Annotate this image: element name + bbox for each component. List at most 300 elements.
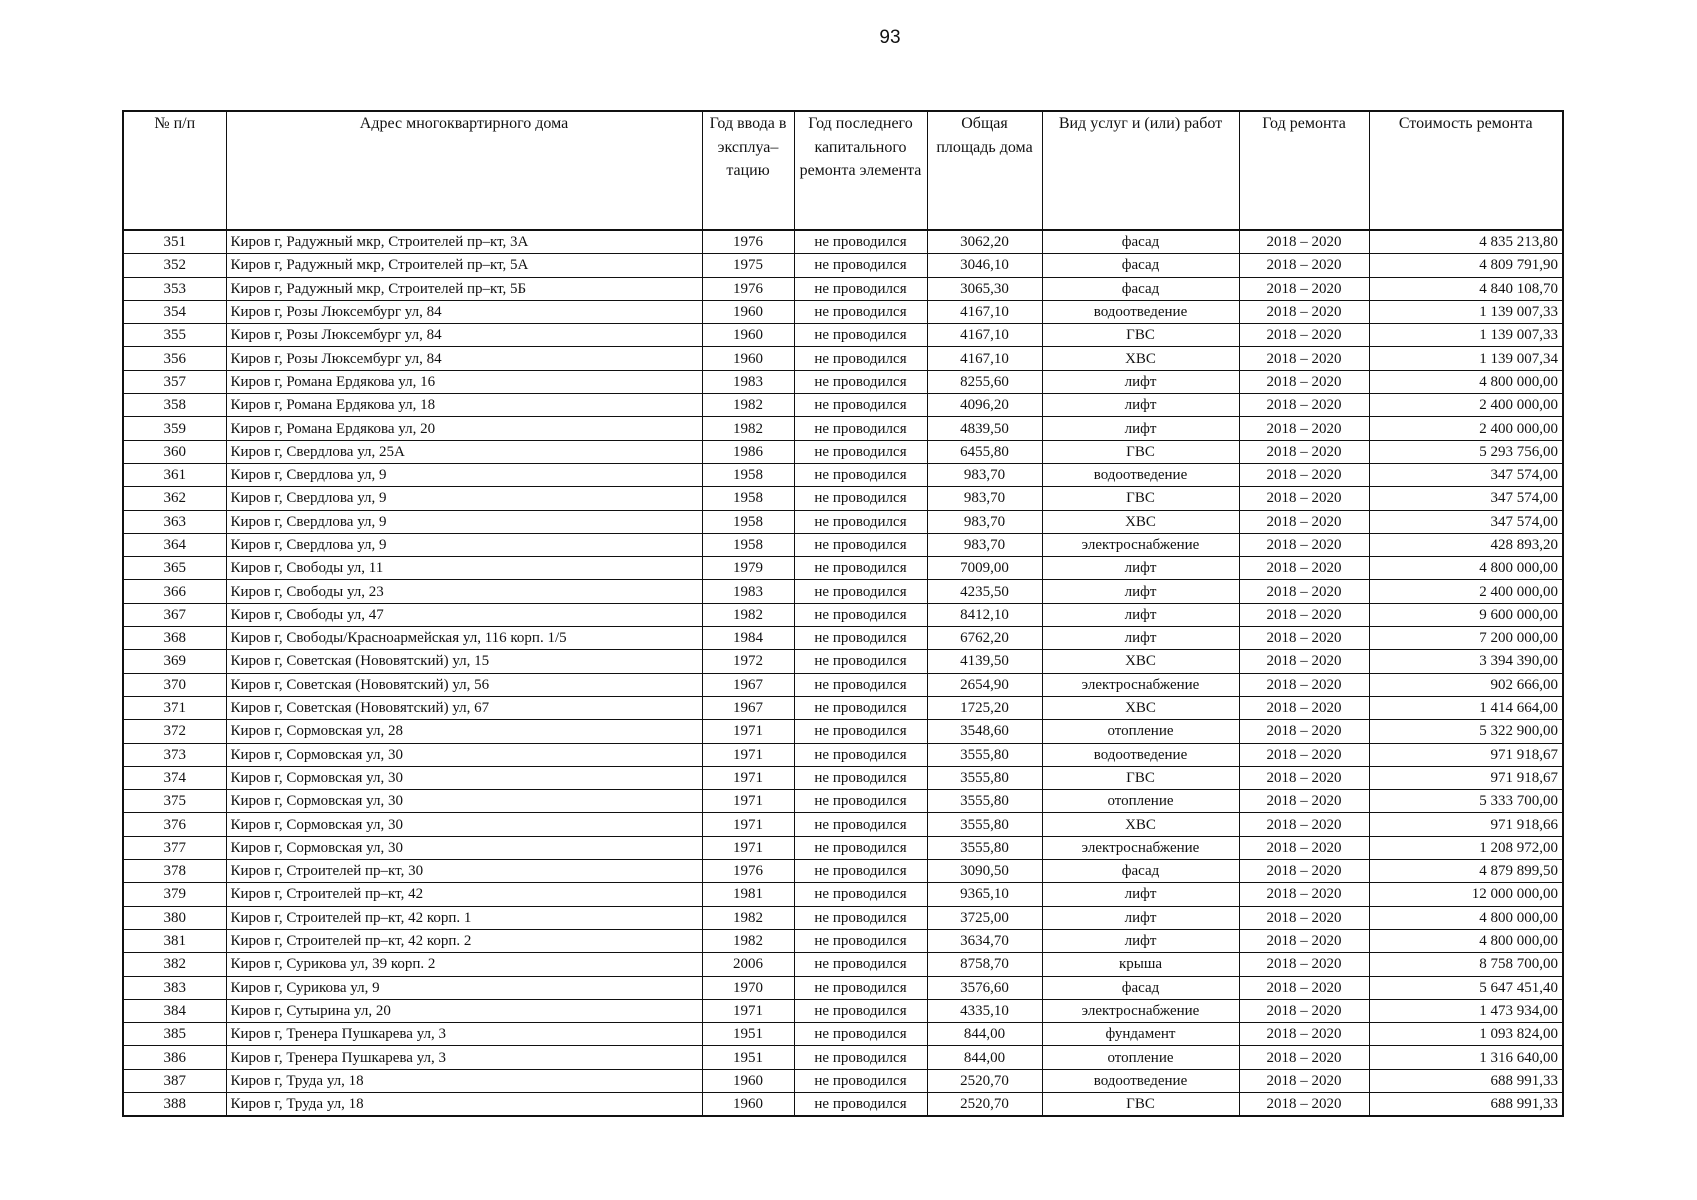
cell-last-repair-year: не проводился [794, 580, 927, 603]
cell-address: Киров г, Советская (Нововятский) ул, 15 [226, 650, 702, 673]
cell-last-repair-year: не проводился [794, 324, 927, 347]
table-row [123, 860, 1563, 883]
cell-total-area: 6762,20 [927, 627, 1042, 650]
cell-last-repair-year: не проводился [794, 394, 927, 417]
cell-address: Киров г, Свободы ул, 11 [226, 557, 702, 580]
cell-total-area: 2654,90 [927, 673, 1042, 696]
cell-repair-cost: 5 333 700,00 [1369, 790, 1563, 813]
cell-repair-cost: 688 991,33 [1369, 1069, 1563, 1092]
cell-total-area: 4839,50 [927, 417, 1042, 440]
cell-repair-year: 2018 – 2020 [1239, 650, 1369, 673]
cell-last-repair-year: не проводился [794, 1046, 927, 1069]
cell-address: Киров г, Тренера Пушкарева ул, 3 [226, 1023, 702, 1046]
table-row [123, 999, 1563, 1022]
cell-last-repair-year: не проводился [794, 650, 927, 673]
cell-commission-year: 1971 [702, 836, 794, 859]
cell-address: Киров г, Сормовская ул, 30 [226, 790, 702, 813]
cell-repair-cost: 347 574,00 [1369, 463, 1563, 486]
cell-repair-year: 2018 – 2020 [1239, 906, 1369, 929]
cell-last-repair-year: не проводился [794, 603, 927, 626]
cell-last-repair-year: не проводился [794, 696, 927, 719]
cell-commission-year: 1979 [702, 557, 794, 580]
cell-commission-year: 1960 [702, 1092, 794, 1116]
cell-total-area: 3548,60 [927, 720, 1042, 743]
cell-service-type: водоотведение [1042, 1069, 1239, 1092]
cell-row-number: 359 [123, 417, 226, 440]
cell-row-number: 381 [123, 929, 226, 952]
cell-service-type: ГВС [1042, 766, 1239, 789]
cell-repair-cost: 4 835 213,80 [1369, 230, 1563, 254]
table-row [123, 580, 1563, 603]
cell-repair-cost: 5 322 900,00 [1369, 720, 1563, 743]
cell-repair-cost: 4 800 000,00 [1369, 929, 1563, 952]
cell-row-number: 388 [123, 1092, 226, 1116]
header-repair-year: Год ремонта [1239, 111, 1369, 230]
cell-repair-cost: 1 473 934,00 [1369, 999, 1563, 1022]
cell-repair-cost: 1 139 007,34 [1369, 347, 1563, 370]
cell-service-type: электроснабжение [1042, 999, 1239, 1022]
cell-repair-cost: 1 139 007,33 [1369, 300, 1563, 323]
cell-last-repair-year: не проводился [794, 487, 927, 510]
cell-repair-year: 2018 – 2020 [1239, 883, 1369, 906]
cell-repair-year: 2018 – 2020 [1239, 533, 1369, 556]
cell-repair-cost: 4 840 108,70 [1369, 277, 1563, 300]
cell-total-area: 983,70 [927, 533, 1042, 556]
cell-service-type: водоотведение [1042, 743, 1239, 766]
cell-total-area: 3555,80 [927, 836, 1042, 859]
cell-total-area: 844,00 [927, 1046, 1042, 1069]
cell-service-type: лифт [1042, 370, 1239, 393]
table-row [123, 836, 1563, 859]
cell-repair-cost: 2 400 000,00 [1369, 417, 1563, 440]
cell-commission-year: 1972 [702, 650, 794, 673]
cell-commission-year: 1951 [702, 1023, 794, 1046]
cell-repair-year: 2018 – 2020 [1239, 417, 1369, 440]
cell-service-type: ХВС [1042, 696, 1239, 719]
cell-total-area: 4167,10 [927, 347, 1042, 370]
cell-row-number: 353 [123, 277, 226, 300]
cell-row-number: 380 [123, 906, 226, 929]
cell-row-number: 385 [123, 1023, 226, 1046]
table-row [123, 696, 1563, 719]
cell-total-area: 3555,80 [927, 813, 1042, 836]
table-row [123, 650, 1563, 673]
table-row [123, 1092, 1563, 1116]
cell-last-repair-year: не проводился [794, 976, 927, 999]
cell-last-repair-year: не проводился [794, 300, 927, 323]
cell-last-repair-year: не проводился [794, 463, 927, 486]
cell-total-area: 7009,00 [927, 557, 1042, 580]
repair-register-table [122, 110, 1564, 1117]
cell-commission-year: 1960 [702, 347, 794, 370]
cell-repair-year: 2018 – 2020 [1239, 324, 1369, 347]
cell-commission-year: 1982 [702, 417, 794, 440]
cell-service-type: лифт [1042, 394, 1239, 417]
cell-total-area: 3090,50 [927, 860, 1042, 883]
cell-address: Киров г, Труда ул, 18 [226, 1069, 702, 1092]
cell-repair-cost: 5 647 451,40 [1369, 976, 1563, 999]
cell-last-repair-year: не проводился [794, 370, 927, 393]
cell-total-area: 4335,10 [927, 999, 1042, 1022]
cell-address: Киров г, Строителей пр–кт, 42 [226, 883, 702, 906]
table-row [123, 627, 1563, 650]
cell-row-number: 361 [123, 463, 226, 486]
cell-repair-year: 2018 – 2020 [1239, 347, 1369, 370]
table-row [123, 906, 1563, 929]
cell-row-number: 357 [123, 370, 226, 393]
cell-repair-cost: 7 200 000,00 [1369, 627, 1563, 650]
cell-address: Киров г, Свободы ул, 47 [226, 603, 702, 626]
cell-repair-year: 2018 – 2020 [1239, 929, 1369, 952]
cell-repair-year: 2018 – 2020 [1239, 766, 1369, 789]
cell-address: Киров г, Романа Ердякова ул, 16 [226, 370, 702, 393]
cell-repair-cost: 3 394 390,00 [1369, 650, 1563, 673]
cell-address: Киров г, Сурикова ул, 39 корп. 2 [226, 953, 702, 976]
table-row [123, 673, 1563, 696]
cell-commission-year: 1958 [702, 533, 794, 556]
cell-commission-year: 1958 [702, 463, 794, 486]
cell-row-number: 386 [123, 1046, 226, 1069]
header-last-repair-year: Год последнего капитального ремонта элемента [794, 111, 927, 230]
cell-service-type: электроснабжение [1042, 836, 1239, 859]
table-row [123, 1023, 1563, 1046]
cell-commission-year: 1976 [702, 230, 794, 254]
cell-commission-year: 1971 [702, 813, 794, 836]
table-row [123, 533, 1563, 556]
cell-row-number: 373 [123, 743, 226, 766]
cell-repair-cost: 1 316 640,00 [1369, 1046, 1563, 1069]
table-row [123, 487, 1563, 510]
cell-row-number: 355 [123, 324, 226, 347]
table-row [123, 440, 1563, 463]
cell-repair-cost: 12 000 000,00 [1369, 883, 1563, 906]
cell-total-area: 3555,80 [927, 743, 1042, 766]
cell-service-type: ХВС [1042, 510, 1239, 533]
cell-service-type: отопление [1042, 1046, 1239, 1069]
cell-last-repair-year: не проводился [794, 1069, 927, 1092]
cell-total-area: 4167,10 [927, 300, 1042, 323]
cell-last-repair-year: не проводился [794, 1092, 927, 1116]
cell-repair-year: 2018 – 2020 [1239, 860, 1369, 883]
cell-commission-year: 1983 [702, 580, 794, 603]
table-row [123, 347, 1563, 370]
cell-repair-cost: 2 400 000,00 [1369, 394, 1563, 417]
table-row [123, 230, 1563, 254]
cell-repair-year: 2018 – 2020 [1239, 1069, 1369, 1092]
cell-row-number: 370 [123, 673, 226, 696]
table-row [123, 510, 1563, 533]
cell-last-repair-year: не проводился [794, 230, 927, 254]
header-commission-year: Год ввода в эксплуа–тацию [702, 111, 794, 230]
cell-address: Киров г, Радужный мкр, Строителей пр–кт, 3А [226, 230, 702, 254]
cell-total-area: 844,00 [927, 1023, 1042, 1046]
cell-commission-year: 1971 [702, 999, 794, 1022]
cell-repair-year: 2018 – 2020 [1239, 557, 1369, 580]
cell-last-repair-year: не проводился [794, 254, 927, 277]
cell-total-area: 4235,50 [927, 580, 1042, 603]
cell-address: Киров г, Строителей пр–кт, 30 [226, 860, 702, 883]
cell-row-number: 369 [123, 650, 226, 673]
cell-total-area: 2520,70 [927, 1092, 1042, 1116]
cell-service-type: водоотведение [1042, 300, 1239, 323]
cell-commission-year: 1971 [702, 790, 794, 813]
cell-total-area: 983,70 [927, 463, 1042, 486]
cell-service-type: фасад [1042, 254, 1239, 277]
table-row [123, 300, 1563, 323]
table-row [123, 394, 1563, 417]
cell-last-repair-year: не проводился [794, 953, 927, 976]
cell-address: Киров г, Труда ул, 18 [226, 1092, 702, 1116]
cell-repair-cost: 9 600 000,00 [1369, 603, 1563, 626]
cell-row-number: 382 [123, 953, 226, 976]
cell-address: Киров г, Свободы/Красноармейская ул, 116 корп. 1/5 [226, 627, 702, 650]
cell-last-repair-year: не проводился [794, 720, 927, 743]
cell-service-type: ХВС [1042, 650, 1239, 673]
cell-row-number: 383 [123, 976, 226, 999]
cell-row-number: 365 [123, 557, 226, 580]
cell-repair-cost: 8 758 700,00 [1369, 953, 1563, 976]
cell-address: Киров г, Сормовская ул, 28 [226, 720, 702, 743]
cell-last-repair-year: не проводился [794, 440, 927, 463]
cell-address: Киров г, Советская (Нововятский) ул, 67 [226, 696, 702, 719]
cell-repair-year: 2018 – 2020 [1239, 300, 1369, 323]
table-row [123, 883, 1563, 906]
cell-total-area: 9365,10 [927, 883, 1042, 906]
cell-repair-cost: 1 414 664,00 [1369, 696, 1563, 719]
table-header-row [123, 111, 1563, 230]
page-number: 93 [879, 27, 901, 48]
cell-repair-cost: 1 093 824,00 [1369, 1023, 1563, 1046]
cell-repair-year: 2018 – 2020 [1239, 277, 1369, 300]
cell-row-number: 367 [123, 603, 226, 626]
cell-service-type: водоотведение [1042, 463, 1239, 486]
cell-repair-year: 2018 – 2020 [1239, 394, 1369, 417]
cell-address: Киров г, Строителей пр–кт, 42 корп. 1 [226, 906, 702, 929]
cell-row-number: 375 [123, 790, 226, 813]
cell-commission-year: 1982 [702, 906, 794, 929]
cell-repair-year: 2018 – 2020 [1239, 976, 1369, 999]
table-row [123, 720, 1563, 743]
cell-repair-year: 2018 – 2020 [1239, 999, 1369, 1022]
cell-repair-cost: 5 293 756,00 [1369, 440, 1563, 463]
table-row [123, 1069, 1563, 1092]
cell-repair-year: 2018 – 2020 [1239, 254, 1369, 277]
cell-repair-cost: 4 800 000,00 [1369, 370, 1563, 393]
cell-service-type: крыша [1042, 953, 1239, 976]
cell-service-type: лифт [1042, 557, 1239, 580]
cell-commission-year: 1975 [702, 254, 794, 277]
cell-row-number: 363 [123, 510, 226, 533]
cell-total-area: 3065,30 [927, 277, 1042, 300]
cell-total-area: 8758,70 [927, 953, 1042, 976]
table-row [123, 790, 1563, 813]
cell-address: Киров г, Сормовская ул, 30 [226, 836, 702, 859]
cell-service-type: лифт [1042, 417, 1239, 440]
cell-address: Киров г, Розы Люксембург ул, 84 [226, 300, 702, 323]
cell-repair-cost: 4 809 791,90 [1369, 254, 1563, 277]
cell-repair-year: 2018 – 2020 [1239, 790, 1369, 813]
cell-address: Киров г, Романа Ердякова ул, 20 [226, 417, 702, 440]
header-repair-cost: Стоимость ремонта [1369, 111, 1563, 230]
cell-repair-cost: 4 800 000,00 [1369, 557, 1563, 580]
cell-repair-cost: 4 879 899,50 [1369, 860, 1563, 883]
cell-commission-year: 1960 [702, 1069, 794, 1092]
cell-address: Киров г, Сормовская ул, 30 [226, 766, 702, 789]
cell-repair-year: 2018 – 2020 [1239, 230, 1369, 254]
cell-total-area: 8412,10 [927, 603, 1042, 626]
cell-service-type: ГВС [1042, 440, 1239, 463]
cell-commission-year: 1983 [702, 370, 794, 393]
cell-last-repair-year: не проводился [794, 627, 927, 650]
cell-repair-year: 2018 – 2020 [1239, 463, 1369, 486]
cell-address: Киров г, Тренера Пушкарева ул, 3 [226, 1046, 702, 1069]
cell-repair-year: 2018 – 2020 [1239, 580, 1369, 603]
cell-service-type: фасад [1042, 230, 1239, 254]
cell-row-number: 366 [123, 580, 226, 603]
cell-address: Киров г, Свердлова ул, 25А [226, 440, 702, 463]
table-row [123, 277, 1563, 300]
cell-total-area: 6455,80 [927, 440, 1042, 463]
cell-commission-year: 1970 [702, 976, 794, 999]
cell-address: Киров г, Свердлова ул, 9 [226, 487, 702, 510]
cell-address: Киров г, Сурикова ул, 9 [226, 976, 702, 999]
cell-row-number: 352 [123, 254, 226, 277]
cell-repair-year: 2018 – 2020 [1239, 743, 1369, 766]
cell-address: Киров г, Строителей пр–кт, 42 корп. 2 [226, 929, 702, 952]
header-total-area: Общая площадь дома [927, 111, 1042, 230]
cell-last-repair-year: не проводился [794, 883, 927, 906]
cell-total-area: 3046,10 [927, 254, 1042, 277]
cell-address: Киров г, Сормовская ул, 30 [226, 743, 702, 766]
table-row [123, 463, 1563, 486]
cell-repair-cost: 347 574,00 [1369, 510, 1563, 533]
cell-service-type: ХВС [1042, 813, 1239, 836]
cell-last-repair-year: не проводился [794, 929, 927, 952]
cell-repair-year: 2018 – 2020 [1239, 953, 1369, 976]
cell-service-type: электроснабжение [1042, 533, 1239, 556]
cell-repair-year: 2018 – 2020 [1239, 673, 1369, 696]
cell-row-number: 374 [123, 766, 226, 789]
cell-repair-cost: 2 400 000,00 [1369, 580, 1563, 603]
cell-service-type: ХВС [1042, 347, 1239, 370]
cell-total-area: 3576,60 [927, 976, 1042, 999]
cell-service-type: фасад [1042, 976, 1239, 999]
cell-address: Киров г, Советская (Нововятский) ул, 56 [226, 673, 702, 696]
cell-repair-cost: 971 918,67 [1369, 743, 1563, 766]
table-row [123, 1046, 1563, 1069]
cell-last-repair-year: не проводился [794, 1023, 927, 1046]
cell-row-number: 364 [123, 533, 226, 556]
cell-service-type: лифт [1042, 627, 1239, 650]
cell-service-type: ГВС [1042, 1092, 1239, 1116]
cell-total-area: 2520,70 [927, 1069, 1042, 1092]
cell-service-type: лифт [1042, 929, 1239, 952]
table-row [123, 929, 1563, 952]
table-row [123, 254, 1563, 277]
cell-row-number: 371 [123, 696, 226, 719]
cell-row-number: 360 [123, 440, 226, 463]
table-body [123, 230, 1563, 1116]
cell-repair-year: 2018 – 2020 [1239, 627, 1369, 650]
header-address: Адрес многоквартирного дома [226, 111, 702, 230]
cell-row-number: 368 [123, 627, 226, 650]
cell-repair-year: 2018 – 2020 [1239, 440, 1369, 463]
cell-service-type: лифт [1042, 906, 1239, 929]
cell-last-repair-year: не проводился [794, 999, 927, 1022]
cell-row-number: 377 [123, 836, 226, 859]
cell-commission-year: 1971 [702, 743, 794, 766]
header-service-type: Вид услуг и (или) работ [1042, 111, 1239, 230]
cell-commission-year: 1984 [702, 627, 794, 650]
cell-total-area: 8255,60 [927, 370, 1042, 393]
cell-total-area: 1725,20 [927, 696, 1042, 719]
cell-service-type: фасад [1042, 277, 1239, 300]
cell-address: Киров г, Радужный мкр, Строителей пр–кт, 5А [226, 254, 702, 277]
cell-total-area: 3555,80 [927, 766, 1042, 789]
cell-commission-year: 1960 [702, 300, 794, 323]
cell-address: Киров г, Сутырина ул, 20 [226, 999, 702, 1022]
cell-address: Киров г, Розы Люксембург ул, 84 [226, 347, 702, 370]
cell-last-repair-year: не проводился [794, 277, 927, 300]
table-row [123, 417, 1563, 440]
cell-address: Киров г, Розы Люксембург ул, 84 [226, 324, 702, 347]
cell-address: Киров г, Свободы ул, 23 [226, 580, 702, 603]
cell-repair-cost: 902 666,00 [1369, 673, 1563, 696]
cell-repair-year: 2018 – 2020 [1239, 1046, 1369, 1069]
cell-address: Киров г, Радужный мкр, Строителей пр–кт, 5Б [226, 277, 702, 300]
cell-repair-cost: 971 918,67 [1369, 766, 1563, 789]
cell-commission-year: 1976 [702, 277, 794, 300]
cell-last-repair-year: не проводился [794, 347, 927, 370]
cell-service-type: фасад [1042, 860, 1239, 883]
table-row [123, 766, 1563, 789]
cell-address: Киров г, Свердлова ул, 9 [226, 533, 702, 556]
cell-service-type: ГВС [1042, 487, 1239, 510]
cell-total-area: 3725,00 [927, 906, 1042, 929]
cell-total-area: 4167,10 [927, 324, 1042, 347]
cell-service-type: отопление [1042, 720, 1239, 743]
cell-service-type: отопление [1042, 790, 1239, 813]
table-row [123, 370, 1563, 393]
cell-service-type: фундамент [1042, 1023, 1239, 1046]
cell-repair-cost: 688 991,33 [1369, 1092, 1563, 1116]
cell-total-area: 3555,80 [927, 790, 1042, 813]
cell-row-number: 387 [123, 1069, 226, 1092]
cell-last-repair-year: не проводился [794, 860, 927, 883]
cell-address: Киров г, Романа Ердякова ул, 18 [226, 394, 702, 417]
cell-total-area: 983,70 [927, 510, 1042, 533]
cell-repair-cost: 428 893,20 [1369, 533, 1563, 556]
cell-total-area: 3062,20 [927, 230, 1042, 254]
cell-row-number: 362 [123, 487, 226, 510]
cell-last-repair-year: не проводился [794, 673, 927, 696]
table-row [123, 813, 1563, 836]
cell-last-repair-year: не проводился [794, 533, 927, 556]
cell-commission-year: 1971 [702, 720, 794, 743]
cell-row-number: 354 [123, 300, 226, 323]
table-row [123, 603, 1563, 626]
cell-row-number: 376 [123, 813, 226, 836]
cell-commission-year: 2006 [702, 953, 794, 976]
cell-repair-year: 2018 – 2020 [1239, 510, 1369, 533]
cell-repair-year: 2018 – 2020 [1239, 836, 1369, 859]
cell-service-type: электроснабжение [1042, 673, 1239, 696]
cell-last-repair-year: не проводился [794, 743, 927, 766]
cell-commission-year: 1967 [702, 673, 794, 696]
cell-repair-year: 2018 – 2020 [1239, 813, 1369, 836]
cell-commission-year: 1982 [702, 929, 794, 952]
cell-service-type: лифт [1042, 580, 1239, 603]
